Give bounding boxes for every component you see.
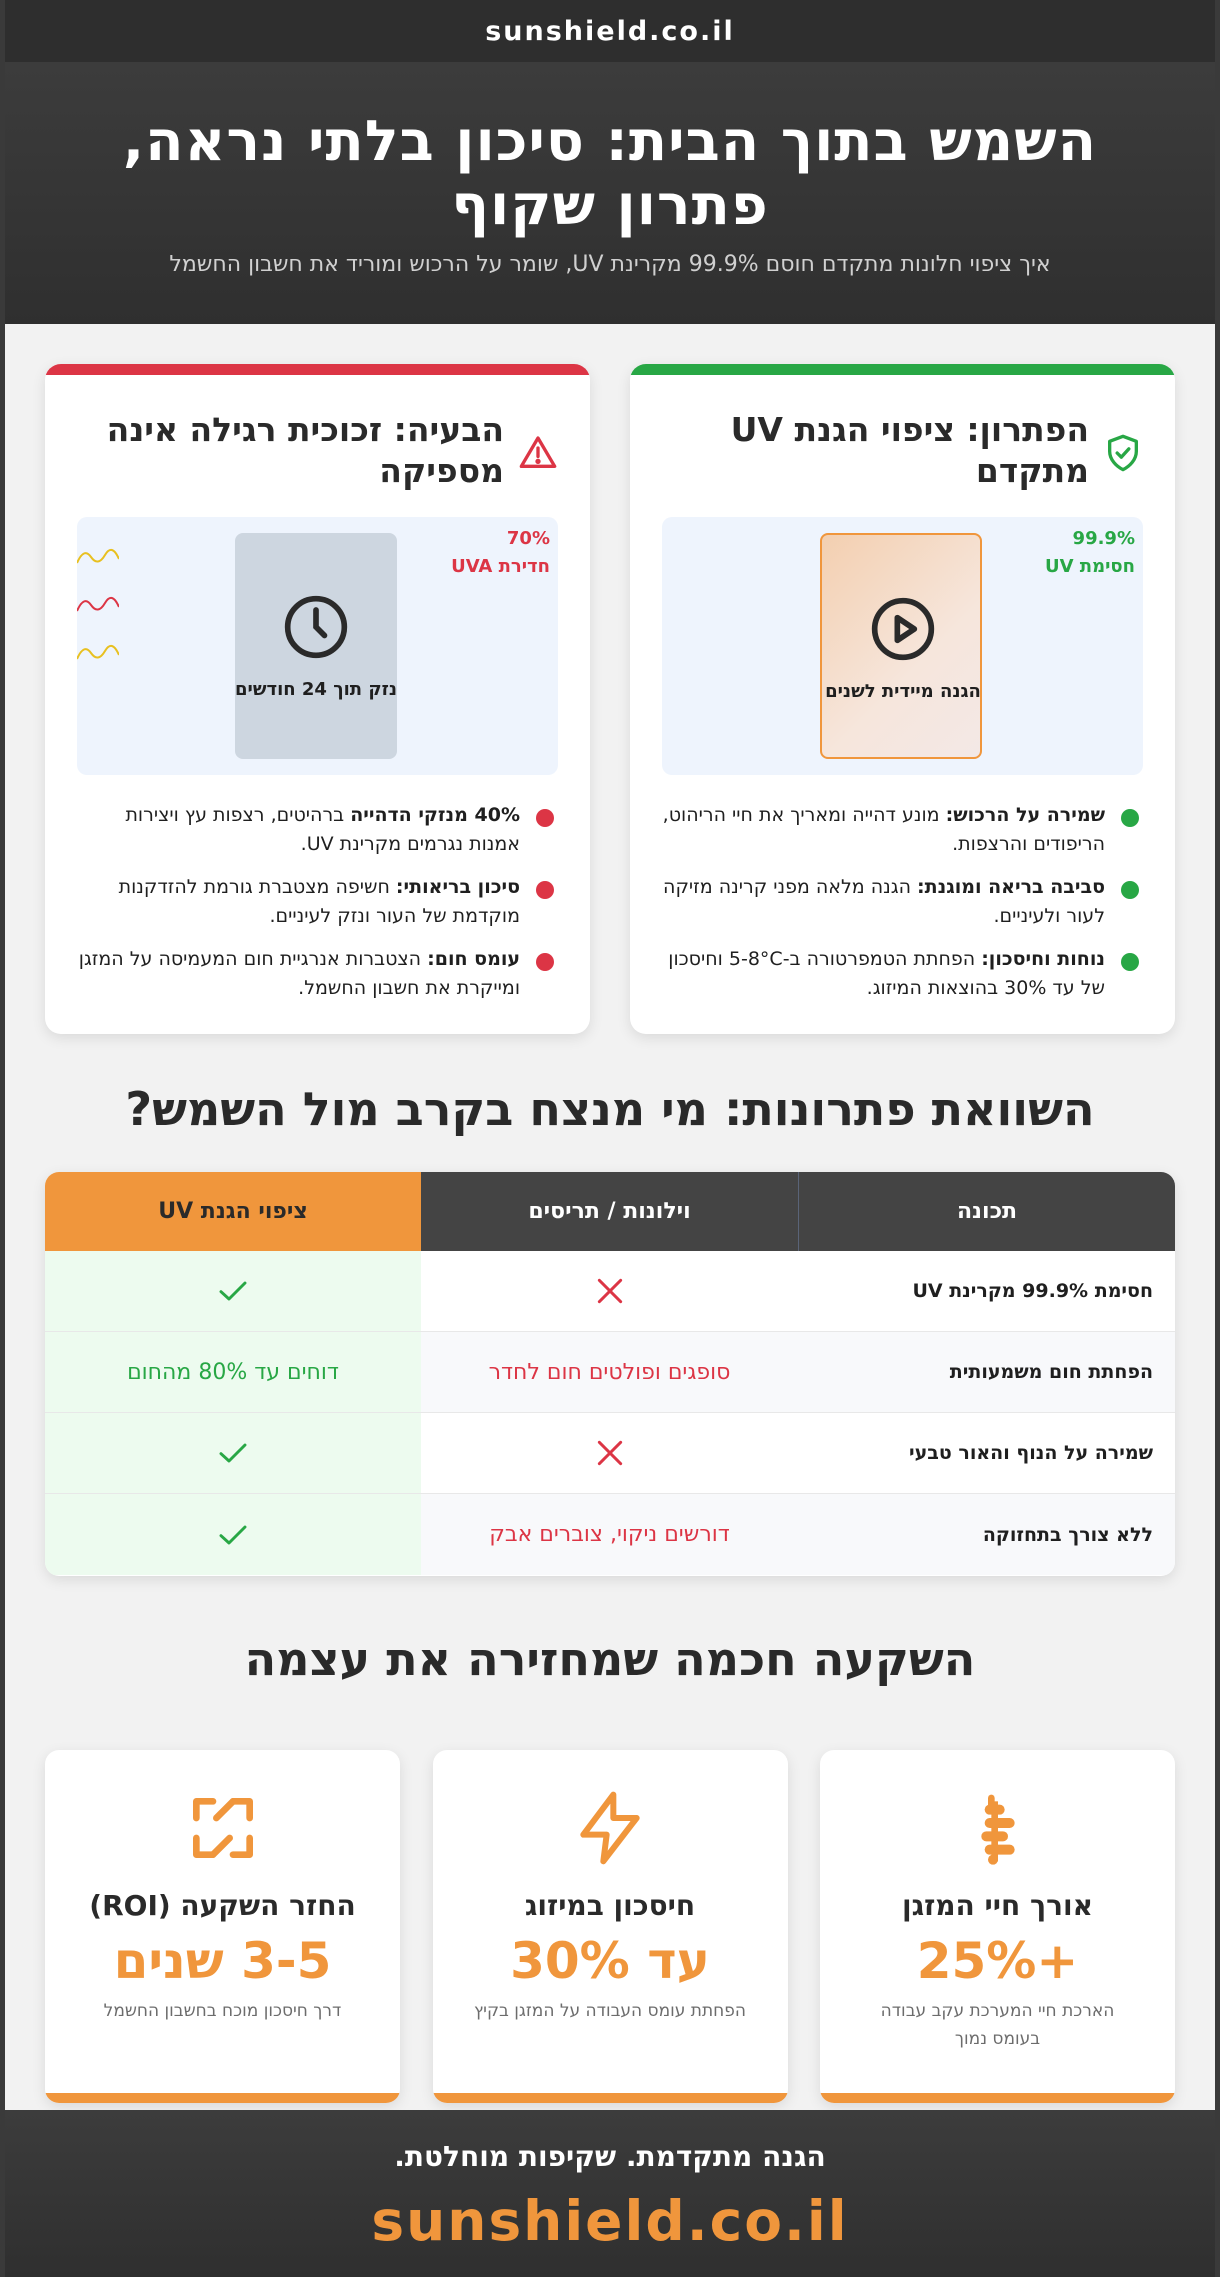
warning-icon [518, 433, 558, 473]
problem-stat [451, 525, 550, 581]
ac-unit-icon [958, 1788, 1038, 1868]
bullet-text: ברהיטים, רצפות עץ ויצירות אמנות נגרמים מקרינת UV. [125, 804, 520, 855]
solution-pane-label: הגנה מיידית לשנים [825, 681, 981, 702]
list-item [662, 873, 1143, 931]
problem-card-accent [45, 364, 590, 375]
bullet-dot [1121, 953, 1139, 971]
investment-card-ac-saving [433, 1750, 788, 2103]
bullet-dot [536, 809, 554, 827]
problem-stat-label: חדירת UVA [451, 556, 550, 577]
hero [5, 62, 1215, 324]
footer-tagline: הגנה מתקדמת. שקיפות מוחלטת. [394, 2140, 826, 2173]
x-icon [594, 1275, 626, 1307]
problem-visual [77, 517, 558, 775]
row-alt [421, 1251, 798, 1331]
table-row [45, 1494, 1175, 1575]
hero-subtitle: איך ציפוי חלונות מתקדם חוסם 99.9% מקרינת UV, שומר על הרכוש ומוריד את חשבון החשמל [169, 252, 1051, 277]
investment-card-value: +25% [916, 1932, 1079, 1990]
investment-card-ac-life [820, 1750, 1175, 2103]
list-item [662, 801, 1143, 859]
lightning-icon [570, 1788, 650, 1868]
solution-card-header [630, 375, 1175, 495]
investment-card-accent [45, 2093, 400, 2103]
row-uv [45, 1251, 421, 1331]
row-feature: שמירה על הנוף והאור טבעי [909, 1442, 1153, 1464]
table-header-row [45, 1172, 1175, 1251]
uv-wave-icon [77, 593, 119, 617]
uv-wave-icon [77, 545, 119, 569]
check-icon [217, 1519, 249, 1551]
shield-check-icon [1103, 433, 1143, 473]
problem-card-header [45, 375, 590, 495]
problem-title: הבעיה: זכוכית רגילה אינה מספיקה [106, 410, 504, 490]
investment-card-accent [433, 2093, 788, 2103]
investment-card-desc: הארכת חיי המערכת עקב עבודה בעומס נמוך [880, 2001, 1115, 2049]
hero-title: השמש בתוך הבית: סיכון בלתי נראה, פתרון שקוף [122, 109, 1098, 238]
investment-card-title: אורך חיי המזגן [901, 1889, 1094, 1922]
expand-icon [183, 1788, 263, 1868]
plain-glass-pane [235, 533, 397, 759]
play-icon [869, 595, 937, 663]
top-bar [5, 0, 1215, 62]
solution-card-accent [630, 364, 1175, 375]
comparison-table [45, 1172, 1175, 1576]
problem-solution-section [45, 364, 1175, 1034]
check-icon [217, 1275, 249, 1307]
problem-pane-label: נזק תוך 24 חודשים [235, 679, 397, 700]
investment-section [45, 1750, 1175, 2103]
bullet-text: מונע דהייה ומאריך את חיי הריהוט, הריפודים והרצפות. [662, 804, 1105, 855]
problem-card [45, 364, 590, 1034]
row-alt: דורשים ניקוי, צוברים אבק [421, 1494, 798, 1575]
investment-card-title: החזר השקעה (ROI) [89, 1889, 356, 1922]
solution-visual [662, 517, 1143, 775]
header-alt: וילונות / תריסים [421, 1172, 798, 1251]
solution-card [630, 364, 1175, 1034]
row-uv [45, 1494, 421, 1575]
investment-title: השקעה חכמה שמחזירה את עצמה [244, 1632, 976, 1686]
table-row [45, 1413, 1175, 1494]
header-feature: תכונה [798, 1172, 1175, 1251]
list-item [77, 873, 558, 931]
bullet-bold: שמירה על הרכוש: [945, 804, 1105, 826]
solution-title: הפתרון: ציפוי הגנת UV מתקדם [730, 410, 1089, 490]
footer [5, 2110, 1215, 2277]
table-row [45, 1251, 1175, 1332]
row-alt [421, 1413, 798, 1493]
row-feature: ללא צורך בתחזוקה [798, 1494, 1175, 1575]
coated-glass-pane [820, 533, 982, 759]
row-feature: הפחתת חום משמעותית [798, 1332, 1175, 1412]
x-icon [594, 1437, 626, 1469]
investment-card-desc: דרך חיסכון מוכח בחשבון החשמל [103, 2001, 342, 2021]
bullet-dot [536, 953, 554, 971]
top-bar-domain[interactable]: sunshield.co.il [485, 15, 735, 47]
check-icon [217, 1437, 249, 1469]
bullet-bold: סיכון בריאותי: [395, 876, 520, 898]
table-row [45, 1332, 1175, 1413]
bullet-dot [1121, 809, 1139, 827]
investment-card-value: 3-5 שנים [113, 1932, 332, 1990]
row-uv [45, 1413, 421, 1493]
investment-card-accent [820, 2093, 1175, 2103]
bullet-bold: סביבה בריאה ומוגנת: [917, 876, 1105, 898]
header-uv: ציפוי הגנת UV [45, 1172, 421, 1251]
row-uv: דוחים עד 80% מהחום [45, 1332, 421, 1412]
problem-stat-value: 70% [506, 528, 550, 549]
solution-bullets [630, 775, 1175, 1003]
bullet-text: הצטברות אנרגיית חום המעמיסה על המזגן ומייקרת את חשבון החשמל. [78, 948, 520, 999]
solution-stat [1045, 525, 1135, 581]
investment-card-value: עד 30% [510, 1932, 710, 1990]
list-item [662, 945, 1143, 1003]
bullet-dot [536, 881, 554, 899]
clock-icon [282, 593, 350, 661]
investment-card-roi [45, 1750, 400, 2103]
bullet-bold: עומס חום: [427, 948, 520, 970]
bullet-bold: 40% מנזקי הדהייה [350, 804, 520, 826]
bullet-text: הפחתת הטמפרטורה ב-5-8°C וחיסכון של עד 30% בהוצאות המיזוג. [668, 948, 1105, 999]
list-item [77, 801, 558, 859]
bullet-bold: נוחות וחיסכון: [981, 948, 1105, 970]
uv-wave-icon [77, 641, 119, 665]
table-body [45, 1251, 1175, 1575]
row-feature: חסימת 99.9% מקרינת UV [912, 1280, 1153, 1302]
comparison-title: השוואת פתרונות: מי מנצח בקרב מול השמש? [125, 1082, 1095, 1136]
row-alt: סופגים ופולטים חום לחדר [421, 1332, 798, 1412]
problem-bullets [45, 775, 590, 1003]
footer-brand-link[interactable]: sunshield.co.il [371, 2189, 849, 2253]
solution-stat-value: 99.9% [1072, 528, 1135, 549]
list-item [77, 945, 558, 1003]
solution-stat-label: חסימת UV [1044, 556, 1135, 577]
investment-card-title: חיסכון במיזוג [524, 1889, 696, 1922]
investment-card-desc: הפחתת עומס העבודה על המזגן בקיץ [474, 2001, 746, 2021]
bullet-dot [1121, 881, 1139, 899]
bullet-text: חשיפה מצטברת גורמת להזדקנות מוקדמת של העור ונזק לעיניים. [118, 876, 520, 927]
bullet-text: הגנה מלאה מפני קרינה מזיקה לעור ולעיניים. [663, 876, 1105, 927]
